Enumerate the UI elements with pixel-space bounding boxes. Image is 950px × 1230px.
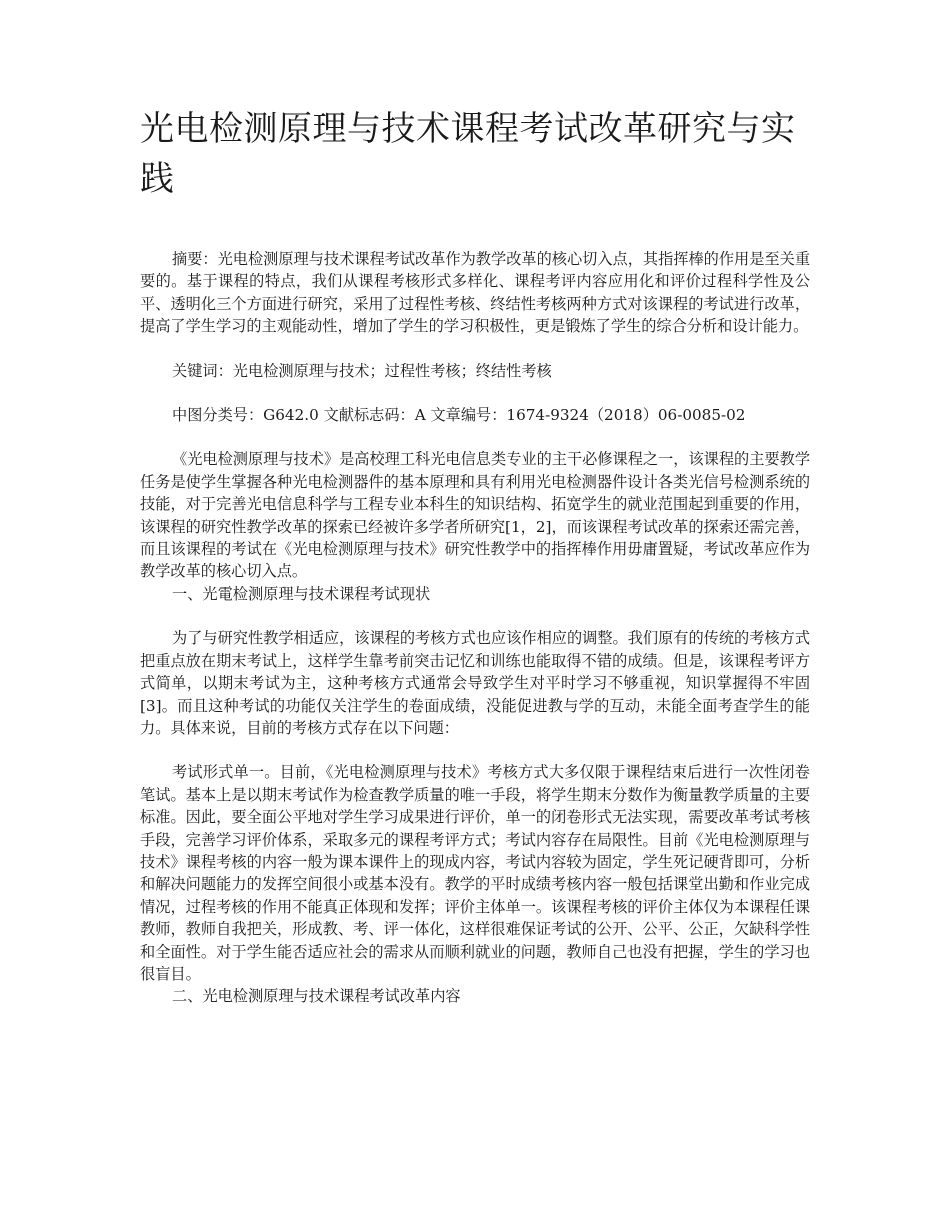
section-1-heading: 一、光電检测原理与技术课程考试现状 <box>172 584 431 603</box>
document-title: 光电检测原理与技术课程考试改革研究与实践 <box>140 109 796 199</box>
keywords-paragraph: 关键词：光电检测原理与技术；过程性考核；终结性考核 <box>172 361 552 380</box>
document-page <box>140 104 810 1008</box>
section-1-paragraph-2: 考试形式单一。目前，《光电检测原理与技术》考核方式大多仅限于课程结束后进行一次性闭卷笔试。基本上是以期末考试作为检查教学质量的唯一手段，将学生期末分数作为衡量教学质量的主要标准。因此，要全面公平地对学生学习成果进行评价，单一的闭卷形式无法实现，需要改革考试考核手段，完善学习评价体系，采取多元的课程考评方式；考试内容存在局限性。目前《光电检测原理与技术》课程考核的内容一般为课本课件上的现成内容，考试内容较为固定，学生死记硬背即可，分析和解决问题能力的发挥空间很小或基本没有。教学的平时成绩考核内容一般包括课堂出勤和作业完成情况，过程考核的作用不能真正体现和发挥；评价主体单一。该课程考核的评价主体仅为本课程任课教师，教师自我把关，形成教、考、评一体化，这样很难保证考试的公开、公平、公正，欠缺科学性和全面性。对于学生能否适应社会的需求从而顺利就业的问题，教师自己也没有把握，学生的学习也很盲目。 <box>140 763 810 983</box>
section-1-paragraph-1: 为了与研究性教学相适应，该课程的考核方式也应该作相应的调整。我们原有的传统的考核方式把重点放在期末考试上，这样学生靠考前突击记忆和训练也能取得不错的成绩。但是，该课程考评方式简单，以期末考试为主，这种考核方式通常会导致学生对平时学习不够重视，知识掌握得不牢固[3]。而且这种考试的功能仅关注学生的卷面成绩，没能促进教与学的互动，未能全面考查学生的能力。具体来说，目前的考核方式存在以下问题： <box>140 629 810 737</box>
abstract-paragraph: 摘要：光电检测原理与技术课程考试改革作为教学改革的核心切入点，其指挥棒的作用是至关重要的。基于课程的特点，我们从课程考核形式多样化、课程考评内容应用化和评价过程科学性及公平、透明化三个方面进行研究，采用了过程性考核、终结性考核两种方式对该课程的考试进行改革，提高了学生学习的主观能动性，增加了学生的学习积极性，更是锻炼了学生的综合分析和设计能力。 <box>140 250 810 336</box>
section-2-heading: 二、光电检测原理与技术课程考试改革内容 <box>172 987 461 1006</box>
intro-paragraph: 《光电检测原理与技术》是高校理工科光电信息类专业的主干必修课程之一，该课程的主要教学任务是使学生掌握各种光电检测器件的基本原理和具有利用光电检测器件设计各类光信号检测系统的技能，对于完善光电信息科学与工程专业本科生的知识结构、拓宽学生的就业范围起到重要的作用，该课程的研究性教学改革的探索已经被许多学者所研究[1，2]，而该课程考试改革的探索还需完善，而且该课程的考试在《光电检测原理与技术》研究性教学中的指挥棒作用毋庸置疑，考试改革应作为教学改革的核心切入点。 <box>140 450 810 581</box>
classification-paragraph: 中图分类号：G642.0 文献标志码：A 文章编号：1674-9324（2018）06-0085-02 <box>172 406 746 425</box>
